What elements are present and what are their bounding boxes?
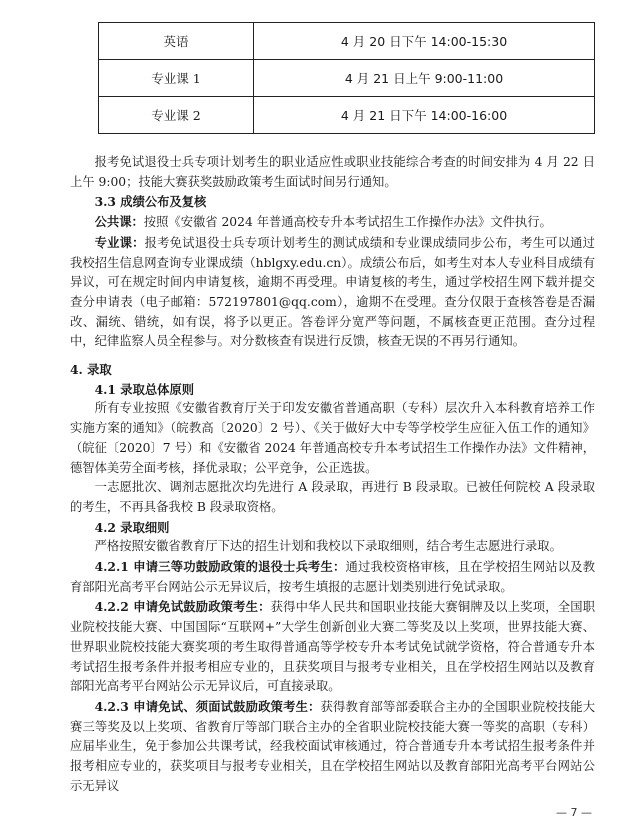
rule-4-2-2-label: 4.2.2 申请免试鼓励政策考生： xyxy=(94,599,271,615)
section-heading-4: 4. 录取 xyxy=(70,362,112,378)
page-number: — 7 — xyxy=(556,806,592,819)
paragraph-admission-stages: 一志愿批次、调剂志愿批次均先进行 A 段录取，再进行 B 段录取。已被任何院校 A 段录取的考生，不再具备我校 B 段录取资格。 xyxy=(70,480,595,514)
paragraph-major-course xyxy=(70,233,595,352)
table-row xyxy=(99,23,595,60)
paragraph-schedule-note: 报考免试退役士兵专项计划考生的职业适应性或职业技能综合考查的时间安排为 4 月 22 日上午 9:00；技能大赛获奖鼓励政策考生面试时间另行通知。 xyxy=(70,155,595,189)
paragraph-public-course xyxy=(70,212,595,233)
rule-4-2-2-text: 获得中华人民共和国职业技能大赛铜牌及以上奖项，全国职业院校技能大赛、中国国际“互联网+”大学生创新创业大赛二等奖及以上奖项，世界技能大赛、世界职业院校技能大赛奖项的考生取得普通高等学校专升本考试免试就学资格，符合普通专升本考试招生报考条件并报考相应专业的，且获奖项目与报考专业相关，且在学校招生网站以及教育部阳光高考平台网站公示无异议后，可直接录取。 xyxy=(70,600,595,694)
table-row xyxy=(99,97,595,134)
section-heading-4-1: 4.1 录取总体原则 xyxy=(94,381,195,397)
time-cell: 4 月 21 日下午 14:00-16:00 xyxy=(254,97,595,134)
subject-cell: 专业课 1 xyxy=(99,60,254,97)
rule-4-2-1-text: 通过我校资格审核，且在学校招生网站以及教育部阳光高考平台网站公示无异议后，按考生填报的志愿计划类别进行免试录取。 xyxy=(70,560,595,594)
subject-cell: 英语 xyxy=(99,23,254,60)
paragraph-admission-principle: 所有专业按照《安徽省教育厅关于印发安徽省普通高职（专科）层次升入本科教育培养工作实施方案的通知》（皖教高〔2020〕2 号）、《关于做好大中专等学校学生应征入伍工作的通知》（皖征〔2020〕7 号）和《安徽省 2024 年普通高校专升本考试招生工作操作办法》文件精神，德智体美劳全面考核，择优录取；公平竞争，公正选拔。 xyxy=(70,401,595,475)
time-cell: 4 月 20 日下午 14:00-15:30 xyxy=(254,23,595,60)
table-row xyxy=(99,60,595,97)
paragraph-admission-rules: 严格按照安徽省教育厅下达的招生计划和我校以下录取细则，结合考生志愿进行录取。 xyxy=(94,539,562,554)
paragraph-rule-4-2-3 xyxy=(70,697,595,797)
rule-4-2-3-label: 4.2.3 申请免试、须面试鼓励政策考生： xyxy=(94,698,321,714)
paragraph-rule-4-2-2 xyxy=(70,597,595,697)
rule-4-2-3-text: 获得教育部等部委联合主办的全国职业院校技能大赛三等奖及以上奖项、省教育厅等部门联合主办的全省职业院校技能大赛一等奖的高职（专科）应届毕业生，免于参加公共课考试，经我校面试审核通过，符合普通专升本考试招生报考条件并报考相应专业的，获奖项目与报考专业相关，且在学校招生网站以及教育部阳光高考平台网站公示无异议 xyxy=(70,699,595,793)
paragraph-rule-4-2-1 xyxy=(70,557,595,597)
major-course-text: 报考免试退役士兵专项计划考生的测试成绩和专业课成绩同步公布，考生可以通过我校招生信息网查询专业课成绩（hblgxy.edu.cn）。成绩公布后，如考生对本人专业科目成绩有异议，可在规定时间内申请复核，逾期不再受理。申请复核的考生，通过学校招生网下载并提交查分申请表（电子邮箱：572197801@qq.com），逾期不在受理。查分仅限于查核答卷是否漏改、漏统、错统，如有误，将予以更正。答卷评分宽严等问题，不属核查更正范围。查分过程中，纪律监察人员全程参与。对分数核查有误进行反馈，核查无误的不再另行通知。 xyxy=(70,235,595,349)
subject-cell: 专业课 2 xyxy=(99,97,254,134)
section-heading-4-2: 4.2 录取细则 xyxy=(94,519,170,535)
section-heading-3-3: 3.3 成绩公布及复核 xyxy=(94,194,207,210)
time-cell: 4 月 21 日上午 9:00-11:00 xyxy=(254,60,595,97)
document-body xyxy=(70,153,595,797)
public-course-label: 公共课： xyxy=(94,214,144,230)
exam-schedule-table xyxy=(98,22,595,134)
rule-4-2-1-label: 4.2.1 申请三等功鼓励政策的退役士兵考生： xyxy=(94,559,346,575)
major-course-label: 专业课： xyxy=(94,234,145,250)
public-course-text: 按照《安徽省 2024 年普通高校专升本考试招生工作操作办法》文件执行。 xyxy=(143,215,552,230)
